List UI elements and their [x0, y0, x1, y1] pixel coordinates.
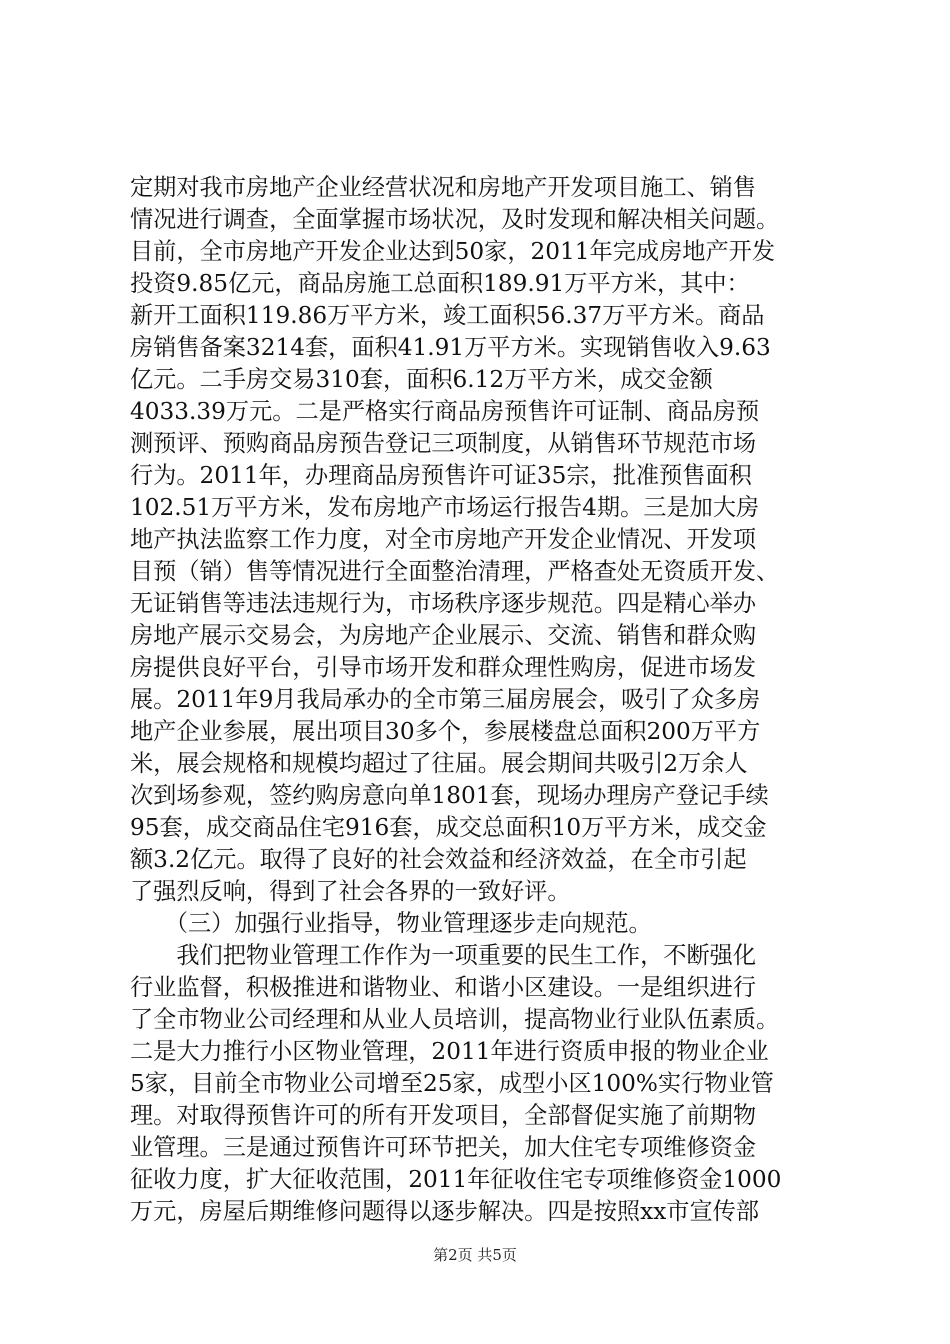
text-line-4: 投资9.85亿元，商品房施工总面积189.91万平方米，其中：	[130, 270, 750, 297]
text-line-20: 次到场参观，签约购房意向单1801套，现场办理房产登记手续	[130, 782, 769, 809]
text-line-15: 房地产展示交易会，为房地产企业展示、交流、销售和群众购	[130, 622, 757, 649]
text-line-1: 定期对我市房地产企业经营状况和房地产开发项目施工、销售	[130, 174, 757, 201]
text-line-13: 目预（销）售等情况进行全面整治清理，严格查处无资质开发、	[130, 558, 780, 585]
text-line-14: 无证销售等违法违规行为，市场秩序逐步规范。四是精心举办	[130, 590, 757, 617]
text-line-18: 地产企业参展，展出项目30多个，参展楼盘总面积200万平方	[130, 718, 761, 745]
text-line-25: 我们把物业管理工作作为一项重要的民生工作，不断强化	[130, 942, 757, 969]
text-line-16: 房提供良好平台，引导市场开发和群众理性购房，促进市场发	[130, 654, 757, 681]
page-footer	[0, 1245, 950, 1265]
text-line-9: 测预评、预购商品房预告登记三项制度，从销售环节规范市场	[130, 430, 757, 457]
text-line-17: 展。2011年9月我局承办的全市第三届房展会，吸引了众多房	[130, 686, 761, 713]
text-line-7: 亿元。二手房交易310套，面积6.12万平方米，成交金额	[130, 366, 713, 393]
page-number-label: 第2页 共5页	[433, 1246, 517, 1264]
text-line-6: 房销售备案3214套，面积41.91万平方米。实现销售收入9.63	[130, 334, 771, 361]
text-line-26: 行业监督，积极推进和谐物业、和谐小区建设。一是组织进行	[130, 974, 757, 1001]
text-line-3: 目前，全市房地产开发企业达到50家，2011年完成房地产开发	[130, 238, 776, 265]
text-line-23: 了强烈反响，得到了社会各界的一致好评。	[130, 878, 571, 905]
text-line-28: 二是大力推行小区物业管理，2011年进行资质申报的物业企业	[130, 1038, 769, 1065]
text-line-19: 米，展会规格和规模均超过了往届。展会期间共吸引2万余人	[130, 750, 748, 777]
text-line-11: 102.51万平方米，发布房地产市场运行报告4期。三是加大房	[130, 494, 760, 521]
document-body	[130, 172, 830, 1228]
text-line-22: 额3.2亿元。取得了良好的社会效益和经济效益，在全市引起	[130, 846, 747, 873]
text-line-12: 地产执法监察工作力度，对全市房地产开发企业情况、开发项	[130, 526, 757, 553]
text-line-10: 行为。2011年，办理商品房预售许可证35宗，批准预售面积	[130, 462, 752, 489]
text-line-29: 5家，目前全市物业公司增至25家，成型小区100%实行物业管	[130, 1070, 774, 1097]
text-line-27: 了全市物业公司经理和从业人员培训，提高物业行业队伍素质。	[130, 1006, 780, 1033]
text-line-21: 95套，成交商品住宅916套，成交总面积10万平方米，成交金	[130, 814, 767, 841]
text-line-31: 业管理。三是通过预售许可环节把关，加大住宅专项维修资金	[130, 1134, 757, 1161]
text-line-30: 理。对取得预售许可的所有开发项目，全部督促实施了前期物	[130, 1102, 757, 1129]
section-heading: （三）加强行业指导，物业管理逐步走向规范。	[130, 910, 652, 937]
text-line-32: 征收力度，扩大征收范围，2011年征收住宅专项维修资金1000	[130, 1166, 782, 1193]
text-line-2: 情况进行调查，全面掌握市场状况，及时发现和解决相关问题。	[130, 206, 780, 233]
text-line-33: 万元，房屋后期维修问题得以逐步解决。四是按照xx市宣传部	[130, 1198, 760, 1225]
text-line-8: 4033.39万元。二是严格实行商品房预售许可证制、商品房预	[130, 398, 760, 425]
text-line-5: 新开工面积119.86万平方米，竣工面积56.37万平方米。商品	[130, 302, 765, 329]
